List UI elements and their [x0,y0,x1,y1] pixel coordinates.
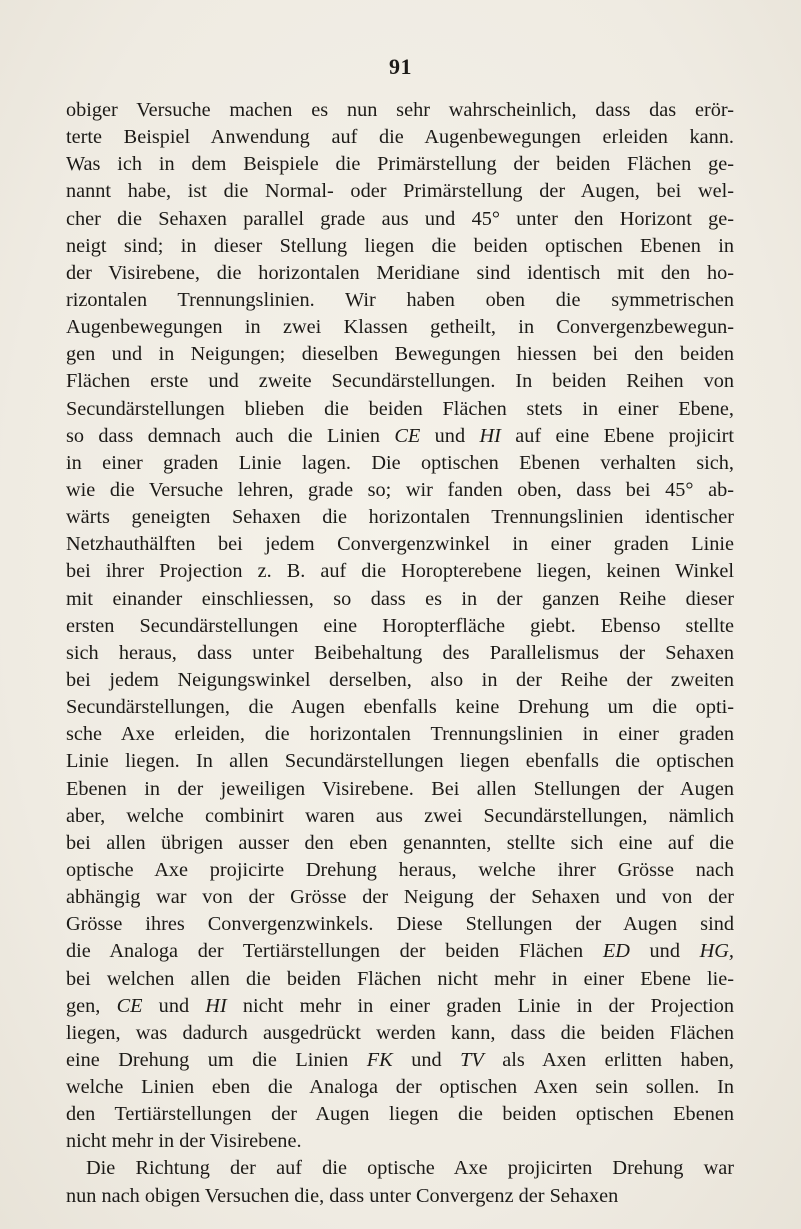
text-line [66,423,734,450]
text-segment: terte Beispiel Anwendung auf die Augenbewegungen erleiden kann. [66,126,734,149]
text-segment: Grösse ihres Convergenzwinkels. Diese Stellungen der Augen sind [66,913,734,936]
text-line [66,450,734,477]
text-segment: gen und in Neigungen; dieselben Bewegungen hiessen bei den beiden [66,343,734,366]
text-segment: wärts geneigten Sehaxen die horizontalen Trennungslinien identischer [66,506,734,529]
text-line [66,260,734,287]
text-segment: und [392,1048,461,1071]
text-segment: die Analoga der Tertiärstellungen der beiden Flächen [66,940,603,963]
text-segment: bei jedem Neigungswinkel derselben, also in der Reihe der zweiten [66,668,734,691]
text-segment: so dass demnach auch die Linien [66,424,395,447]
text-segment: und [420,424,480,447]
text-segment: welche Linien eben die Analoga der optischen Axen sein sollen. In [66,1076,734,1099]
text-line [66,1128,734,1155]
text-segment: aber, welche combinirt waren aus zwei Secundärstellungen, nämlich [66,804,734,827]
text-segment: bei welchen allen die beiden Flächen nicht mehr in einer Ebene lie- [66,967,734,990]
text-segment: Secundärstellungen blieben die beiden Flächen stets in einer Ebene, [66,397,734,420]
body-text [66,97,734,1210]
text-segment: Was ich in dem Beispiele die Primärstellung der beiden Flächen ge- [66,153,734,176]
text-segment: wie die Versuche lehren, grade so; wir fanden oben, dass bei 45° ab- [66,478,734,501]
text-line [66,287,734,314]
italic-text-segment: HI [479,424,501,447]
text-line [66,124,734,151]
text-line [66,938,734,965]
text-line [66,396,734,423]
text-line [66,1101,734,1128]
text-segment: optische Axe projicirte Drehung heraus, welche ihrer Grösse nach [66,858,734,881]
text-line [66,776,734,803]
text-line [66,884,734,911]
text-segment: als Axen erlitten haben, [483,1048,734,1071]
text-line [66,911,734,938]
text-line [66,504,734,531]
text-line [66,558,734,585]
text-segment: neigt sind; in dieser Stellung liegen die beiden optischen Ebenen in [66,234,734,257]
text-segment: nicht mehr in einer graden Linie in der Projection [226,994,734,1017]
text-line [66,993,734,1020]
text-segment: in einer graden Linie lagen. Die optischen Ebenen verhalten sich, [66,451,734,474]
italic-text-segment: ED [602,940,630,963]
text-line [66,857,734,884]
text-line [66,178,734,205]
text-line [66,368,734,395]
text-line [66,966,734,993]
text-segment: nicht mehr in der Visirebene. [66,1130,302,1153]
text-line [66,151,734,178]
italic-text-segment: HI [205,994,227,1017]
text-segment: ersten Secundärstellungen eine Horopterfläche giebt. Ebenso stellte [66,614,734,637]
text-segment: Netzhauthälften bei jedem Convergenzwinkel in einer graden Linie [66,533,734,556]
text-line [66,531,734,558]
text-segment: Ebenen in der jeweiligen Visirebene. Bei allen Stellungen der Augen [66,777,734,800]
text-segment: den Tertiärstellungen der Augen liegen die beiden optischen Ebenen [66,1103,734,1126]
text-line [66,694,734,721]
italic-text-segment: CE [116,994,143,1017]
text-line [66,477,734,504]
text-line [66,748,734,775]
text-line [66,667,734,694]
text-segment: abhängig war von der Grösse der Neigung der Sehaxen und von der [66,886,734,909]
italic-text-segment: HG, [699,940,734,963]
text-segment: und [629,940,700,963]
text-segment: Die Richtung der auf die optische Axe projicirten Drehung war [86,1157,734,1180]
text-segment: rizontalen Trennungslinien. Wir haben oben die symmetrischen [66,288,734,311]
text-segment: und [142,994,206,1017]
text-line [66,1155,734,1182]
text-segment: der Visirebene, die horizontalen Meridiane sind identisch mit den ho- [66,261,734,284]
text-segment: obiger Versuche machen es nun sehr wahrscheinlich, dass das erör- [66,99,734,121]
text-segment: sche Axe erleiden, die horizontalen Trennungslinien in einer graden [66,723,734,746]
text-line [66,341,734,368]
text-segment: Secundärstellungen, die Augen ebenfalls keine Drehung um die opti- [66,696,734,719]
text-line [66,640,734,667]
italic-text-segment: FK [366,1048,393,1071]
text-line [66,1047,734,1074]
text-segment: gen, [66,994,117,1017]
text-segment: liegen, was dadurch ausgedrückt werden kann, dass die beiden Flächen [66,1021,734,1044]
text-segment: auf eine Ebene projicirt [500,424,735,447]
text-segment: mit einander einschliessen, so dass es in der ganzen Reihe dieser [66,587,734,610]
text-line [66,803,734,830]
text-line [66,1183,734,1210]
text-segment: eine Drehung um die Linien [66,1048,367,1071]
text-line [66,206,734,233]
text-line [66,314,734,341]
text-line [66,830,734,857]
text-segment: bei allen übrigen ausser den eben genannten, stellte sich eine auf die [66,831,734,854]
text-line [66,721,734,748]
page-number: 91 [389,54,412,79]
text-segment: Flächen erste und zweite Secundärstellungen. In beiden Reihen von [66,370,734,393]
text-line [66,586,734,613]
text-segment: Augenbewegungen in zwei Klassen getheilt, in Convergenzbewegun- [66,316,734,339]
text-line [66,97,734,124]
text-segment: sich heraus, dass unter Beibehaltung des Parallelismus der Sehaxen [66,641,734,664]
italic-text-segment: CE [394,424,421,447]
text-line [66,1074,734,1101]
text-segment: Linie liegen. In allen Secundärstellungen liegen ebenfalls die optischen [66,750,734,773]
italic-text-segment: TV [460,1048,484,1071]
text-segment: nun nach obigen Versuchen die, dass unter Convergenz der Sehaxen [66,1184,619,1207]
text-line [66,1020,734,1047]
text-line [66,613,734,640]
text-segment: cher die Sehaxen parallel grade aus und 45° unter den Horizont ge- [66,207,734,230]
text-segment: bei ihrer Projection z. B. auf die Horopterebene liegen, keinen Winkel [66,560,734,583]
text-line [66,233,734,260]
text-segment: nannt habe, ist die Normal- oder Primärstellung der Augen, bei wel- [66,180,734,203]
